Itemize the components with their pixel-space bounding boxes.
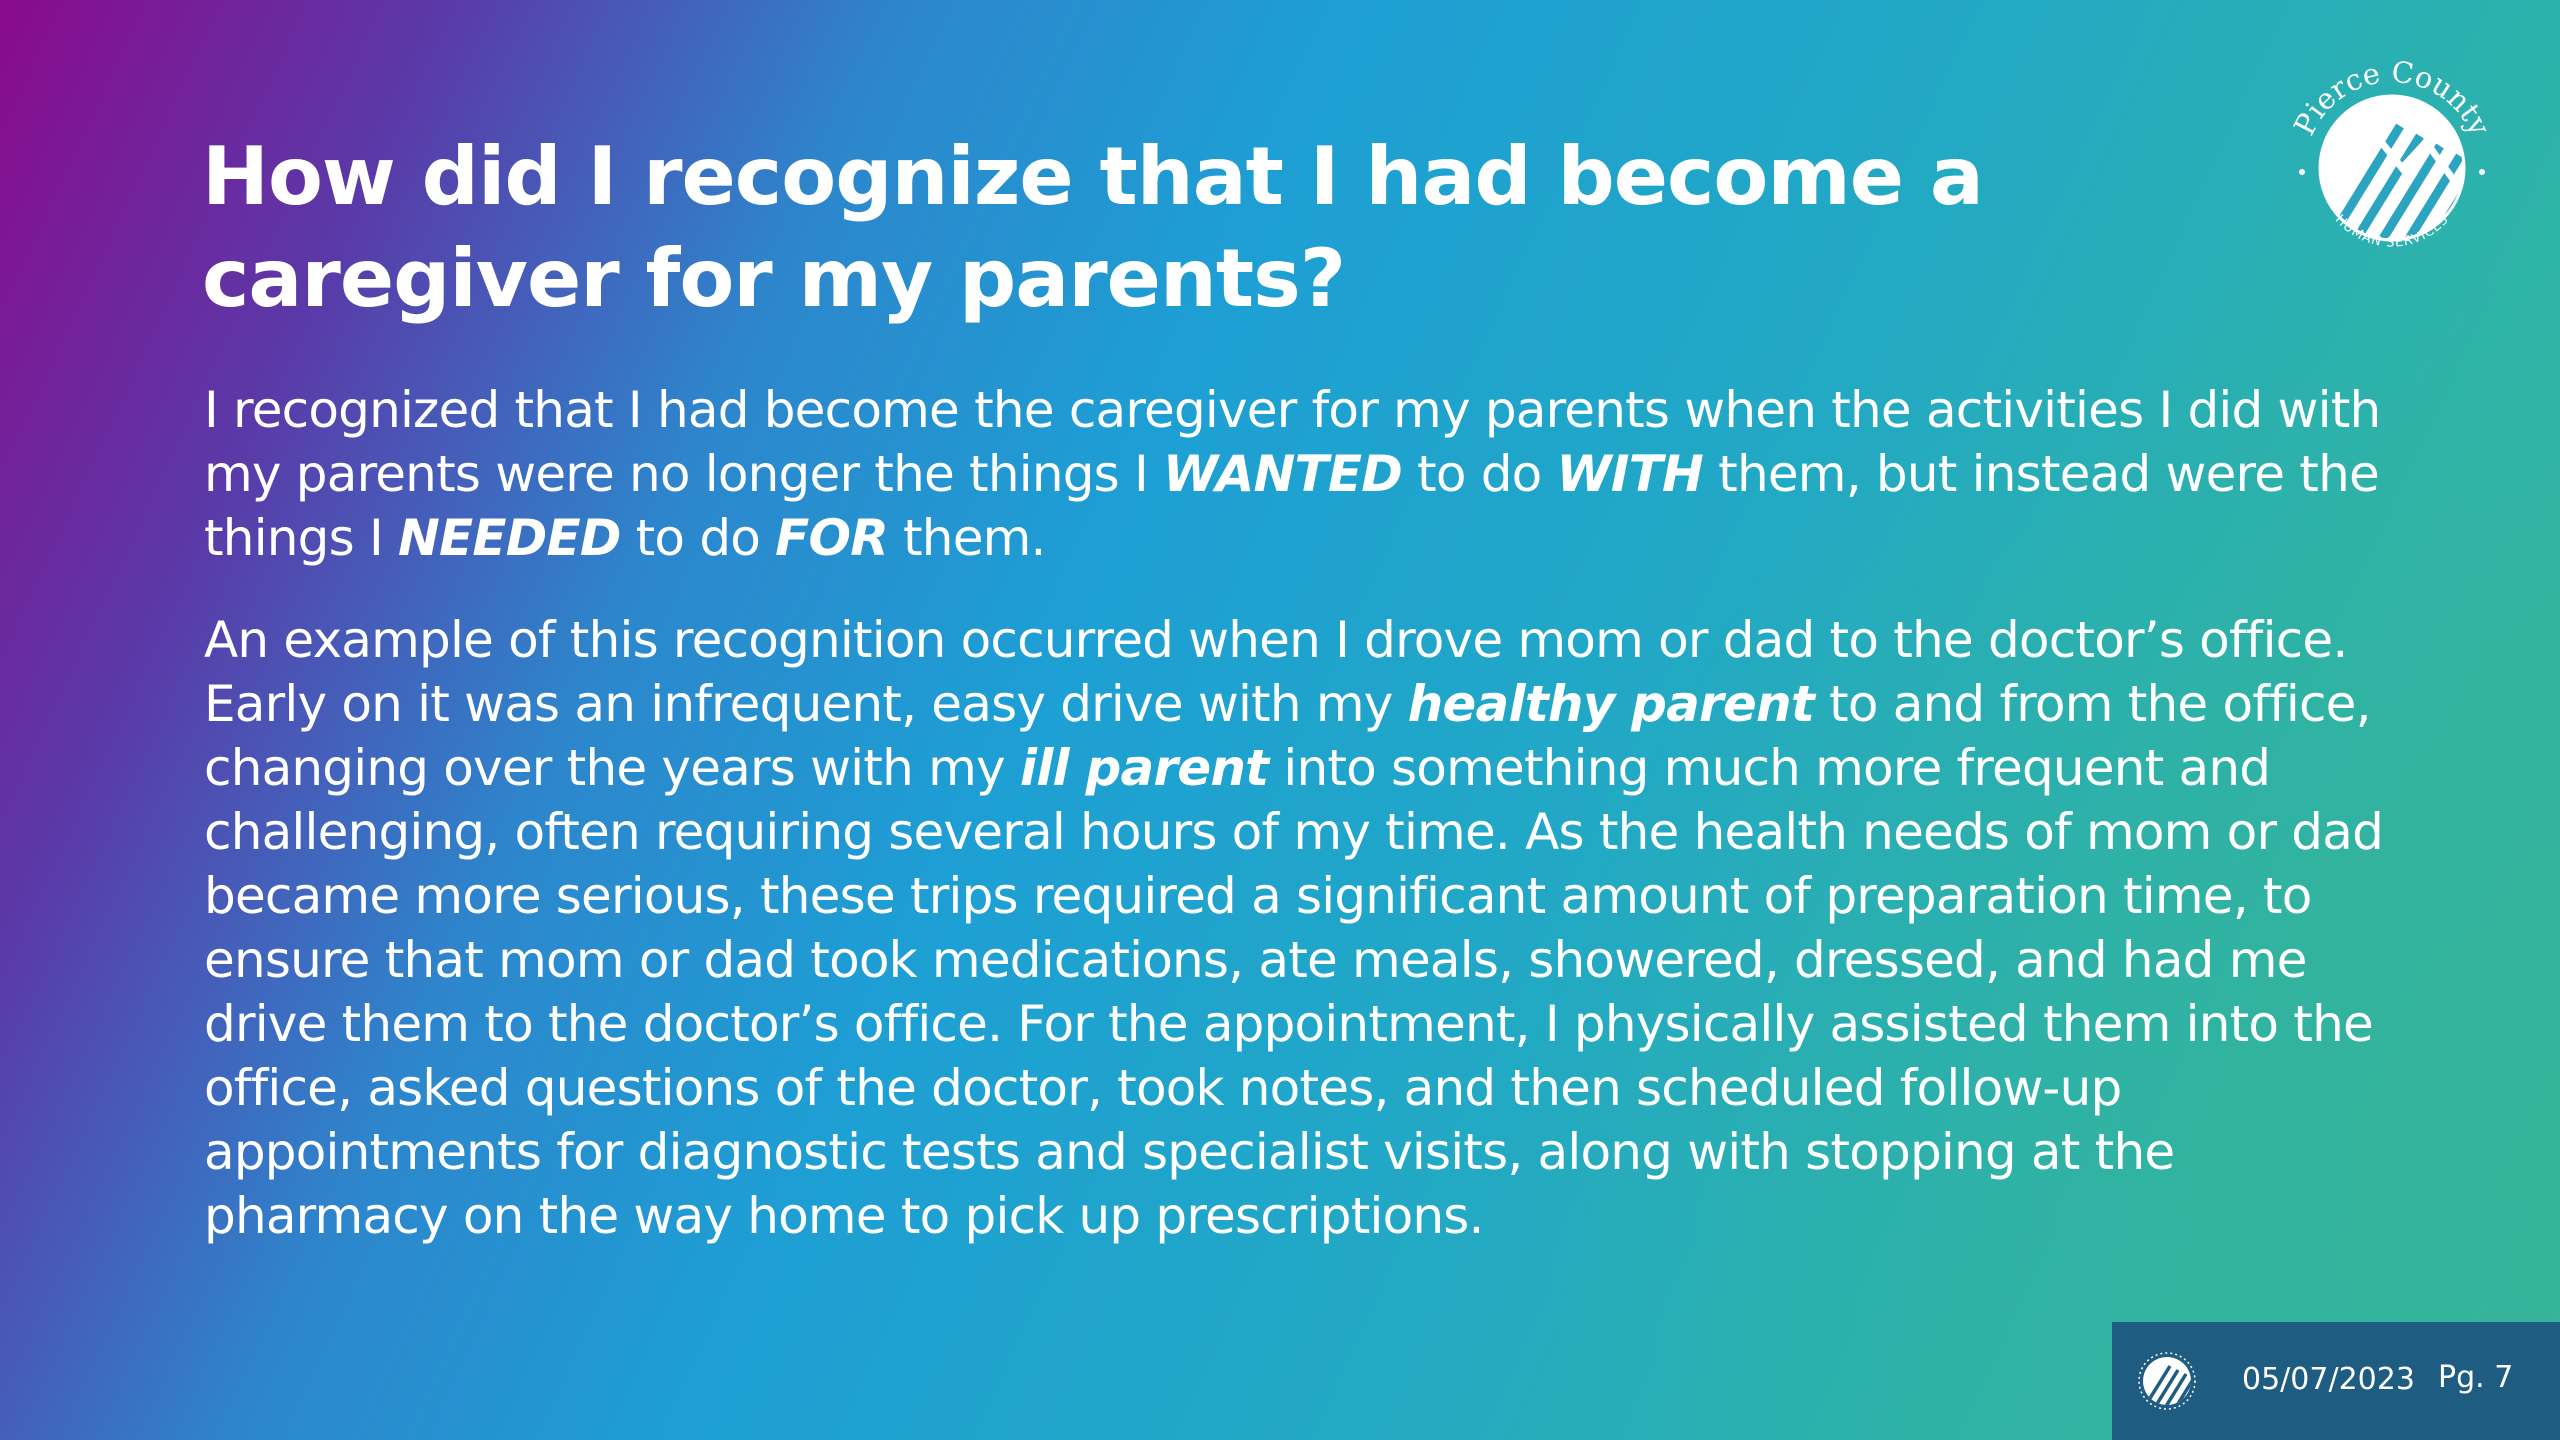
emphasis-needed: NEEDED bbox=[398, 509, 621, 567]
emphasis-with: WITH bbox=[1556, 445, 1704, 503]
emphasis-ill-parent: ill parent bbox=[1019, 739, 1269, 797]
slide-title-line-1: How did I recognize that I had become a bbox=[202, 130, 1983, 223]
text-run: An example of this recognition occurred when I drove mom or dad to the doctor’s office. Early on it was an infrequent, easy drive with my bbox=[204, 611, 2348, 733]
slide-footer bbox=[2112, 1322, 2560, 1440]
emphasis-for: FOR bbox=[775, 509, 888, 567]
footer-date: 05/07/2023 bbox=[2242, 1362, 2415, 1397]
paragraph-example bbox=[204, 608, 2384, 1248]
pierce-county-logo-icon bbox=[2280, 56, 2504, 280]
text-run: I recognized that I had become the caregiver for my parents when the activities I did with my parents were no longer the things I bbox=[204, 381, 2381, 503]
pierce-county-small-logo-icon bbox=[2136, 1350, 2198, 1412]
text-run: into something much more frequent and challenging, often requiring several hours of my time. As the health needs of mom or dad became more serious, these trips required a significant amount of preparation time, to ensure that mom or dad took medications, ate meals, showered, dressed, and had me drive them to the doctor’s office. For the appointment, I physically assisted them into the office, asked questions of the doctor, took notes, and then scheduled follow-up appointments for diagnostic tests and specialist visits, along with stopping at the pharmacy on the way home to pick up prescriptions. bbox=[204, 739, 2384, 1245]
logo-bottom-text: HUMAN SERVICES bbox=[2331, 212, 2453, 251]
text-run: them, but instead were the things I bbox=[204, 445, 2379, 567]
paragraph-recognition bbox=[204, 378, 2384, 570]
emphasis-healthy-parent: healthy parent bbox=[1407, 675, 1814, 733]
slide-title bbox=[202, 126, 2162, 330]
slide-title-line-2: caregiver for my parents? bbox=[202, 232, 1346, 325]
text-run: to do bbox=[620, 509, 776, 567]
slide-body bbox=[204, 378, 2384, 1286]
text-run: them. bbox=[887, 509, 1046, 567]
text-run: to do bbox=[1401, 445, 1557, 503]
footer-page-number: Pg. 7 bbox=[2438, 1360, 2514, 1395]
logo-top-text: Pierce County bbox=[2287, 56, 2498, 141]
text-run: to and from the office, changing over the years with my bbox=[204, 675, 2371, 797]
emphasis-wanted: WANTED bbox=[1163, 445, 1402, 503]
